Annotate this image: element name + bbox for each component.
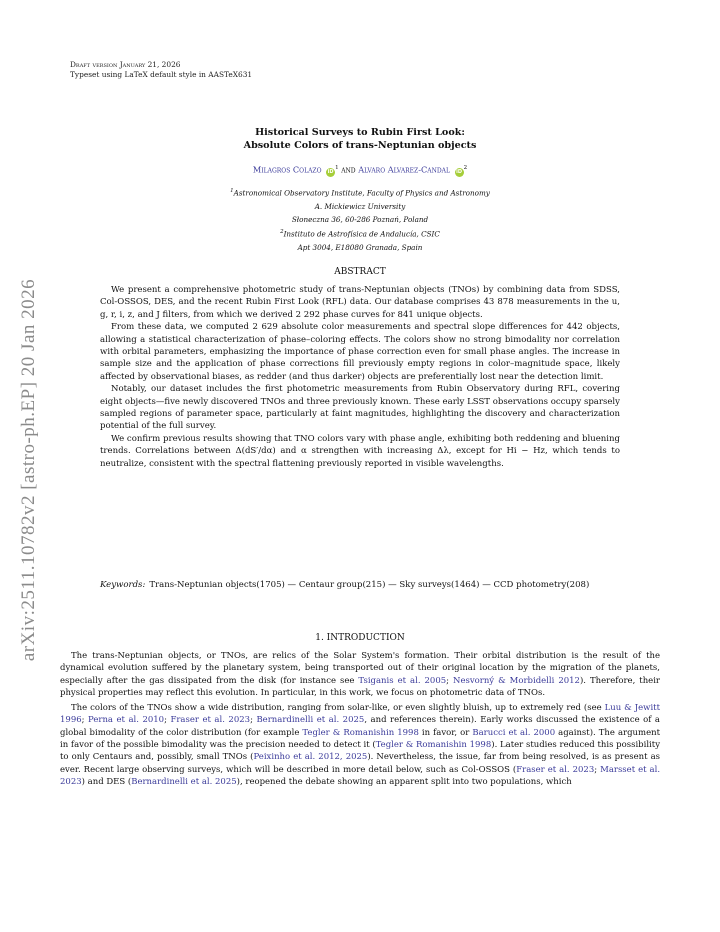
affiliations xyxy=(100,185,620,254)
author-list xyxy=(100,163,620,177)
citation-link[interactable]: Nesvorný & Morbidelli 2012 xyxy=(453,675,580,686)
citation-link[interactable]: Bernardinelli et al. 2025 xyxy=(131,776,237,787)
page-header xyxy=(70,60,252,80)
arxiv-stamp xyxy=(6,240,52,700)
section-heading: 1. INTRODUCTION xyxy=(315,633,405,643)
author-1-affil-sup: 1 xyxy=(335,165,339,171)
abstract-body xyxy=(100,284,620,470)
citation-link[interactable]: Perna et al. 2010 xyxy=(88,715,165,726)
affiliation-line: $^1$Astronomical Observatory Institute, Faculty of Physics and Astronomy xyxy=(230,188,490,198)
citation-link[interactable]: Marsset et al. 2023 xyxy=(60,764,661,787)
title-line-2: Absolute Colors of trans-Neptunian objects xyxy=(243,140,477,151)
affiliation-line: A. Mickiewicz University xyxy=(314,201,406,211)
citation-link[interactable]: Fraser et al. 2023 xyxy=(516,764,595,775)
abstract-paragraph-1: We present a comprehensive photometric study of trans-Neptunian objects (TNOs) by combining data from SDSS, Col-OSSOS, DES, and the recent Rubin First Look (RFL) data. Our database comprises 43 878 measurements in the u, g, r, i, z, and J filters, from which we derived 2 292 phase curves for 841 unique objects. xyxy=(100,285,620,320)
intro-paragraph-1: The trans-Neptunian objects, or TNOs, are relics of the Solar System's formation. Their orbital distribution is the result of the dynamical evolution suffered by the planetary system, being transported out of their original location by the migration of the planets, especially after the gas dissipated from the disk (for instance see Tsiganis et al. 2005; Nesvorný & Morbidelli 2012). Therefore, their physical properties may reflect this evolution. In particular, in this work, we focus on photometric data of TNOs. xyxy=(60,651,660,698)
abstract-paragraph-4: We confirm previous results showing that TNO colors vary with phase angle, exhibiting both reddening and bluening trends. Correlations between Δ(dS′/dα) and α strengthen with increasing Δλ, except for Hi − Hz, which tends to neutralize, consistent with the spectral flattening previously reported in visible wavelengths. xyxy=(100,433,620,469)
citation-link[interactable]: Tsiganis et al. 2005 xyxy=(358,675,447,686)
author-2-name[interactable]: Alvaro Alvarez-Candal xyxy=(358,164,450,175)
title-line-1: Historical Surveys to Rubin First Look: xyxy=(255,127,465,138)
keywords-label: Keywords: xyxy=(100,580,146,590)
keywords xyxy=(100,579,620,591)
intro-paragraph-2: The colors of the TNOs show a wide distribution, ranging from solar-like, or even slightly bluish, up to extremely red (see Luu & Jewitt 1996; Perna et al. 2010; Fraser et al. 2023; Bernardinelli et al. 2025, and references therein). Early works discussed the existence of a global bimodality of the color distribution (for example Tegler & Romanishin 1998 in favor, or Barucci et al. 2000 against). The argument in favor of the possible bimodality was the precision needed to detect it (Tegler & Romanishin 1998). Later studies reduced this possibility to only Centaurs and, possibly, small TNOs (Peixinho et al. 2012, 2025). Nevertheless, the issue, far from being resolved, is as present as ever. Recent large observing surveys, which will be described in more detail below, such as Col-OSSOS (Fraser et al. 2023; Marsset et al. 2023) and DES (Bernardinelli et al. 2025), reopened the debate showing an apparent split into two populations, which xyxy=(60,703,661,787)
author-1-name[interactable]: Milagros Colazo xyxy=(252,164,322,175)
affiliation-line: $^2$Instituto de Astrofísica de Andalucía, CSIC xyxy=(280,229,440,239)
citation-link[interactable]: Tegler & Romanishin 1998 xyxy=(375,740,492,751)
citation-link[interactable]: Tegler & Romanishin 1998 xyxy=(302,727,419,738)
paper-title xyxy=(100,126,620,152)
introduction-body xyxy=(60,650,660,791)
abstract-heading: ABSTRACT xyxy=(334,267,386,277)
citation-link[interactable]: Barucci et al. 2000 xyxy=(472,727,556,738)
affiliation-line: Apt 3004, E18080 Granada, Spain xyxy=(297,242,423,252)
citation-link[interactable]: Bernardinelli et al. 2025 xyxy=(256,715,365,726)
citation-link[interactable]: Luu & Jewitt 1996 xyxy=(60,703,660,726)
abstract-paragraph-2: From these data, we computed 2 629 absolute color measurements and spectral slope differences for 442 objects, allowing a statistical characterization of phase–coloring effects. The colors show no strong bimodality nor correlation with orbital parameters, emphasizing the importance of phase correction even for small phase angles. The increase in sample size and the application of phase corrections fill previously empty regions in color–magnitude space, likely affected by observational biases, as redder (and thus darker) objects are preferentially lost near the detection limit. xyxy=(100,322,620,382)
orcid-icon[interactable]: iD xyxy=(327,168,334,175)
affiliation-line: Słoneczna 36, 60-286 Poznań, Poland xyxy=(291,214,429,224)
draft-version: Draft version January 21, 2026 xyxy=(70,60,181,69)
typeset-note: Typeset using LaTeX default style in AASTeX631 xyxy=(70,70,253,79)
orcid-icon[interactable]: iD xyxy=(456,168,463,175)
author-conjunction: and xyxy=(341,164,356,175)
arxiv-id[interactable]: arXiv:2511.10782v2 [astro-ph.EP] 20 Jan 2026 xyxy=(18,278,39,662)
citation-link[interactable]: Peixinho et al. 2012, 2025 xyxy=(253,752,368,763)
citation-link[interactable]: Fraser et al. 2023 xyxy=(170,715,251,726)
abstract-paragraph-3: Notably, our dataset includes the first photometric measurements from Rubin Observatory during RFL, covering eight objects—five newly discovered TNOs and three previously known. These early LSST observations occupy sparsely sampled regions of parameter space, particularly at faint magnitudes, highlighting the discovery and characterization potential of the full survey. xyxy=(100,384,620,432)
keywords-text: Trans-Neptunian objects(1705) — Centaur group(215) — Sky surveys(1464) — CCD photometry(208) xyxy=(149,580,590,590)
author-2-affil-sup: 2 xyxy=(463,165,468,171)
